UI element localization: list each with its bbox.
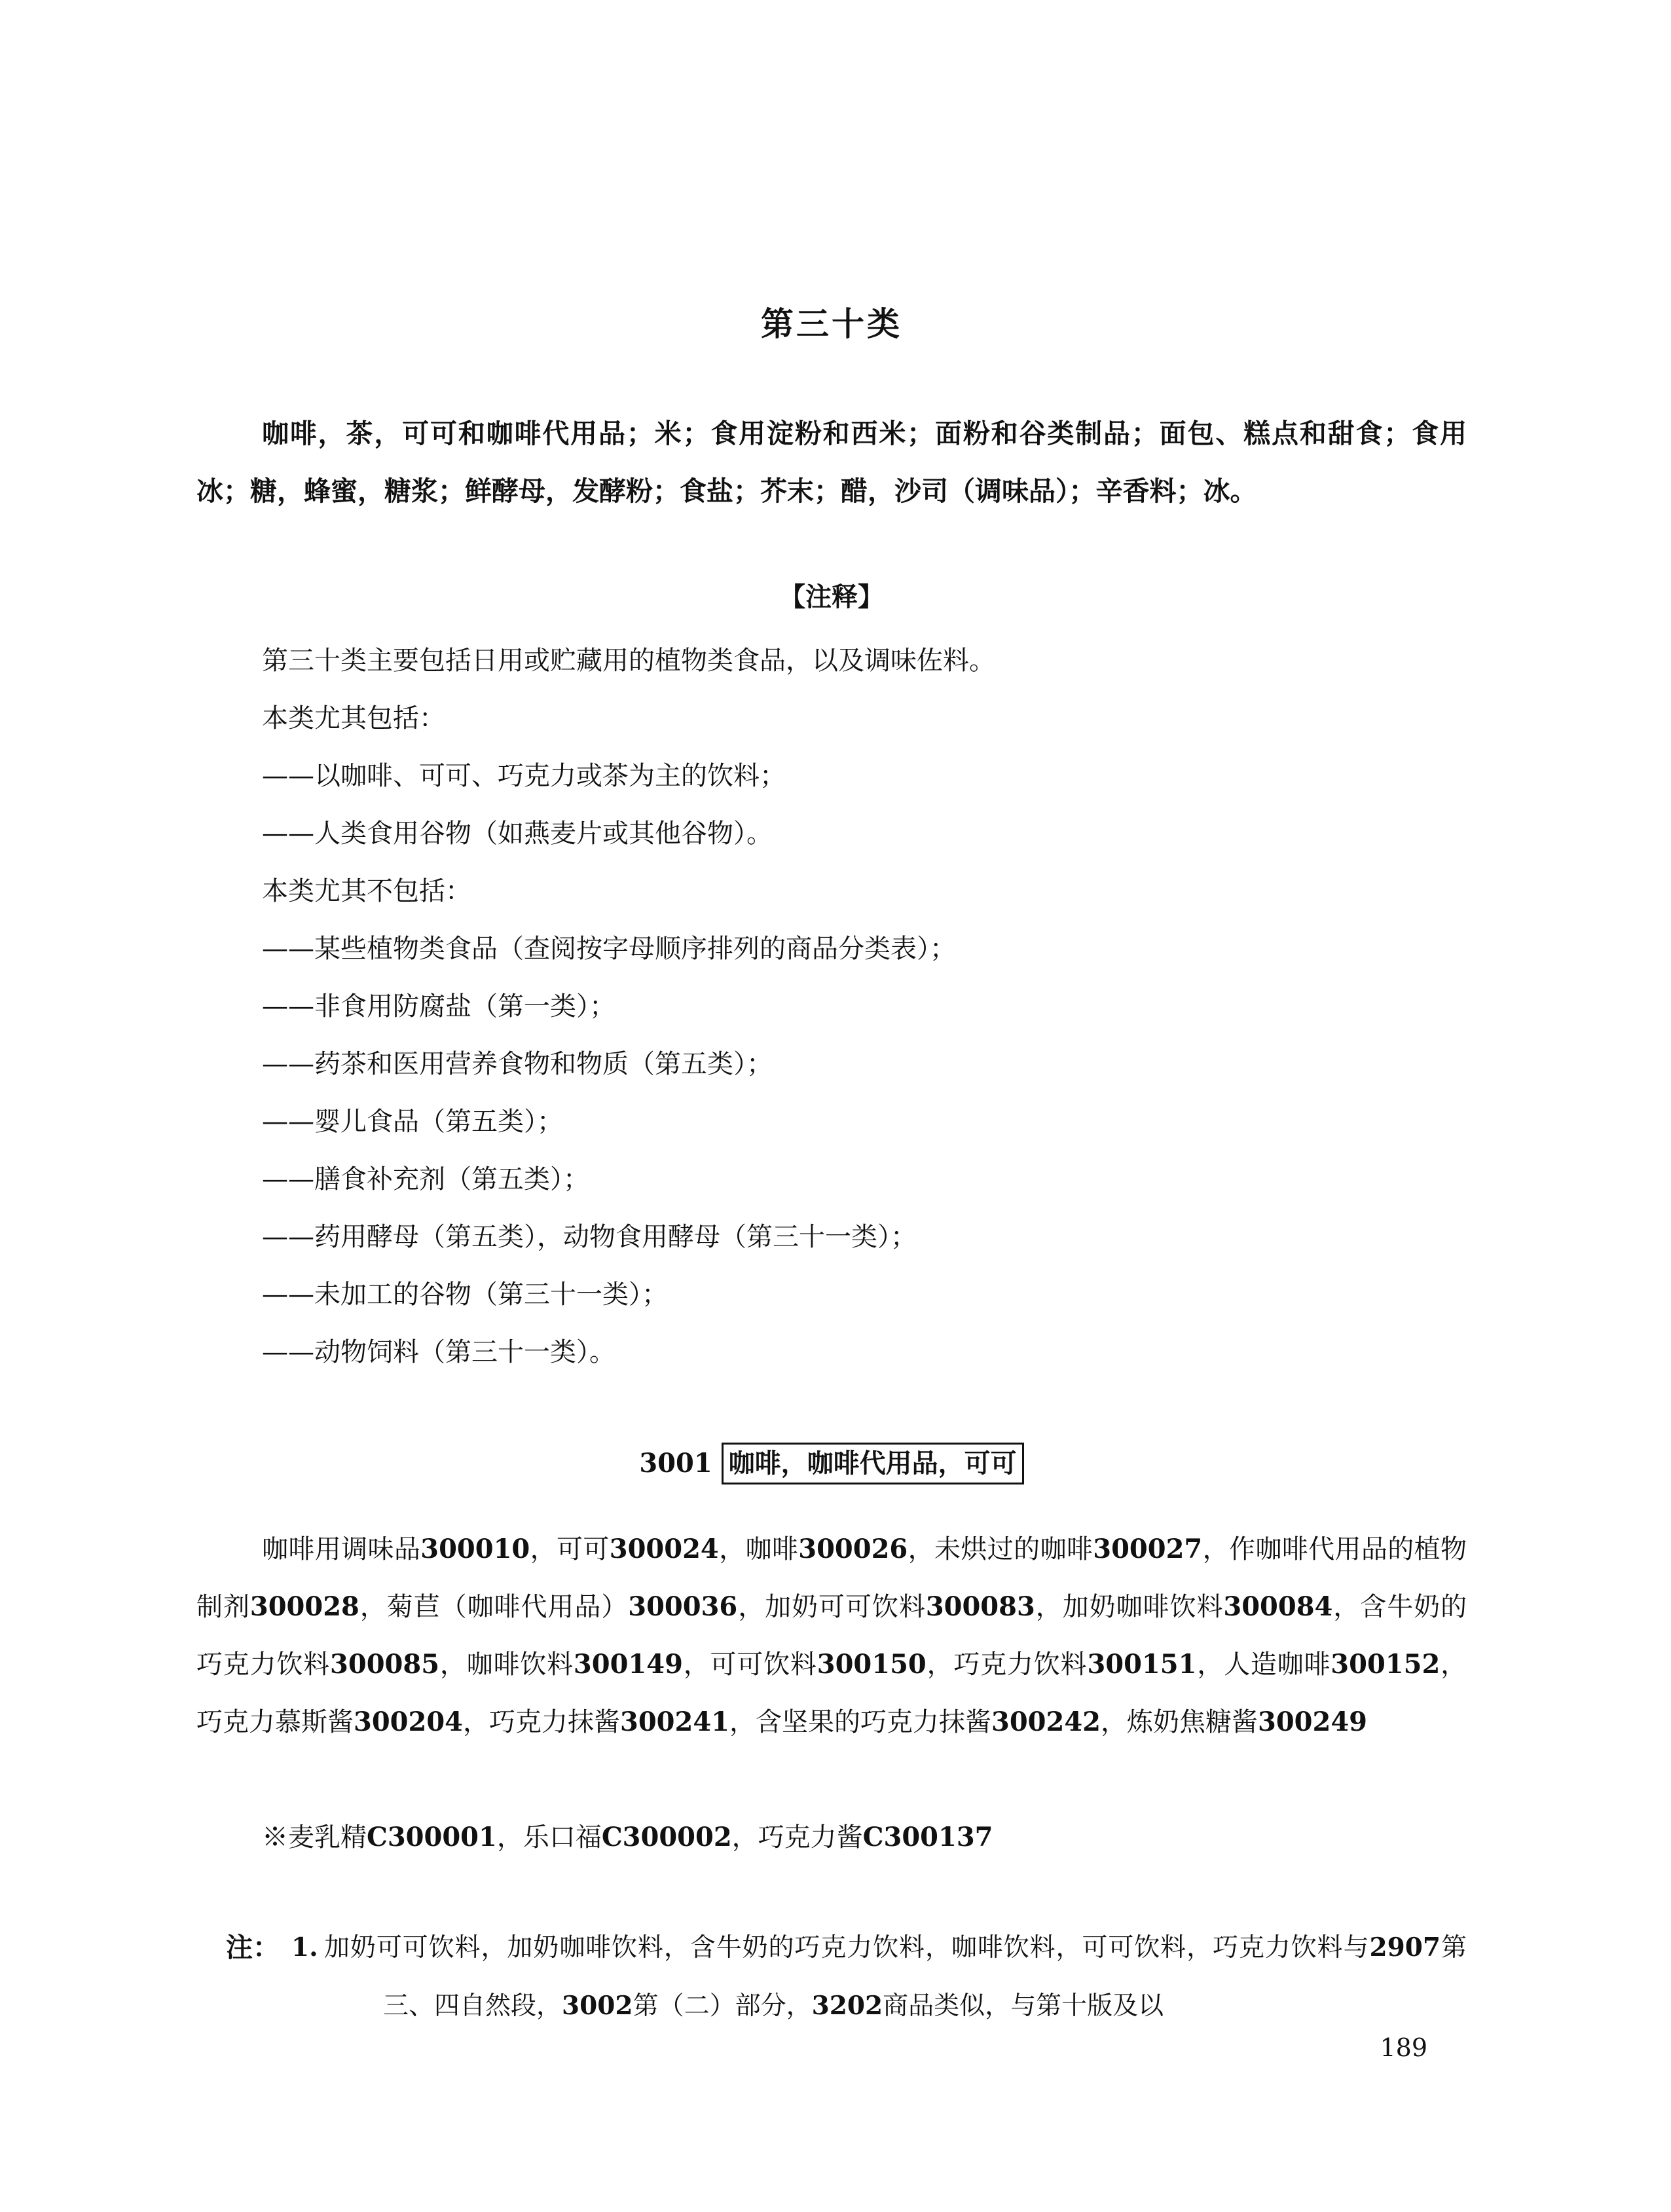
goods-item-code: 300028	[249, 1591, 359, 1622]
goods-item-code: 300027	[1093, 1534, 1203, 1564]
note-line: 本类尤其包括：	[262, 703, 445, 733]
goods-item-name: 加奶可可饮料	[765, 1592, 926, 1622]
note-line: ——药茶和医用营养食物和物质（第五类）；	[262, 1049, 773, 1079]
note-line: ——某些植物类食品（查阅按字母顺序排列的商品分类表）；	[262, 934, 956, 964]
document-page	[196, 0, 1467, 2212]
goods-item-code: 300152	[1331, 1649, 1441, 1680]
goods-item-code: 300241	[620, 1706, 729, 1737]
class-heading: 咖啡，茶，可可和咖啡代用品；米；食用淀粉和西米；面粉和谷类制品；面包、糕点和甜食；食用冰；糖，蜂蜜，糖浆；鲜酵母，发酵粉；食盐；芥末；醋，沙司（调味品）；辛香料；冰。	[196, 418, 1467, 507]
note-line: ——膳食补充剂（第五类）；	[262, 1164, 589, 1194]
goods-item-code: 300151	[1087, 1649, 1197, 1680]
group-heading	[196, 1441, 1467, 1484]
goods-list: 咖啡用调味品300010，可可300024，咖啡300026，未烘过的咖啡300027，作咖啡代用品的植物制剂300028，菊苣（咖啡代用品）300036，加奶可可饮料300083，加奶咖啡饮料300084，含牛奶的巧克力饮料300085，咖啡饮料300149，可可饮料300150，巧克力饮料300151，人造咖啡300152，巧克力慕斯酱300204，巧克力抹酱300241，含坚果的巧克力抹酱300242，炼奶焦糖酱300249	[196, 1534, 1467, 1737]
group-code: 3001	[639, 1448, 712, 1479]
goods-item-name: 可可饮料	[710, 1650, 817, 1680]
goods-item-name: 巧克力抹酱	[489, 1707, 620, 1737]
reference-mark-icon: ※	[262, 1822, 288, 1853]
goods-item-name: 炼奶焦糖酱	[1127, 1707, 1258, 1737]
goods-item-name: 加奶咖啡饮料	[1062, 1592, 1224, 1622]
goods-item-name: 未烘过的咖啡	[934, 1534, 1093, 1564]
note-line: ——非食用防腐盐（第一类）；	[262, 991, 615, 1022]
note-line: ——以咖啡、可可、巧克力或茶为主的饮料；	[262, 761, 786, 791]
goods-item-name: 可可	[557, 1534, 610, 1564]
goods-item-code: 300149	[573, 1649, 683, 1680]
goods-item-code: 300083	[925, 1591, 1035, 1622]
goods-item-code: 300242	[991, 1706, 1101, 1737]
note-text: 加奶可可饮料，加奶咖啡饮料，含牛奶的巧克力饮料，咖啡饮料，可可饮料，巧克力饮料与2907第三、四自然段，3002第（二）部分，3202商品类似，与第十版及以	[324, 1932, 1467, 2021]
goods-item-name: 咖啡	[745, 1534, 799, 1564]
note-line: ——人类食用谷物（如燕麦片或其他谷物）。	[262, 819, 773, 849]
goods-item-name: 含坚果的巧克力抹酱	[756, 1707, 991, 1737]
goods-item-code: 300150	[817, 1649, 927, 1680]
goods-item-code: 300249	[1258, 1706, 1367, 1737]
goods-item-code: C300137	[862, 1822, 993, 1853]
goods-item-name: 含牛奶的巧克力饮料	[196, 1592, 1467, 1680]
goods-item-name: 咖啡饮料	[466, 1650, 574, 1680]
note-number: 1.	[291, 1932, 318, 1963]
note-line: ——未加工的谷物（第三十一类）；	[262, 1280, 668, 1310]
goods-item-name: 人造咖啡	[1224, 1650, 1331, 1680]
goods-item-code: 300010	[420, 1534, 530, 1564]
extra-goods-list: ※麦乳精C300001，乐口福C300002，巧克力酱C300137	[262, 1822, 993, 1853]
note-lines	[262, 632, 1467, 1381]
goods-item-name: 巧克力饮料	[953, 1650, 1088, 1680]
goods-item-name: 巧克力慕斯酱	[196, 1707, 354, 1737]
group-name: 咖啡，咖啡代用品，可可	[722, 1443, 1024, 1484]
goods-item-code: 300084	[1223, 1591, 1333, 1622]
goods-item-code: 300085	[330, 1649, 440, 1680]
note-line: 本类尤其不包括：	[262, 876, 471, 906]
note-heading: 【注释】	[779, 582, 884, 612]
goods-item-code: 300036	[628, 1591, 738, 1622]
goods-item-code: C300002	[601, 1822, 732, 1853]
notes-label: 注：	[226, 1932, 280, 1963]
note-line: ——药用酵母（第五类），动物食用酵母（第三十一类）；	[262, 1222, 917, 1252]
goods-item-name: 乐口福	[523, 1822, 602, 1853]
goods-item-code: 300024	[609, 1534, 719, 1564]
note-line: 第三十类主要包括日用或贮藏用的植物类食品，以及调味佐料。	[262, 646, 995, 676]
goods-item-code: 300204	[354, 1706, 463, 1737]
note-line: ——婴儿食品（第五类）；	[262, 1107, 563, 1137]
page-number: 189	[1380, 2033, 1427, 2062]
goods-item-code: 300026	[798, 1534, 908, 1564]
goods-item-name: 作咖啡代用品的植物制剂	[196, 1534, 1467, 1622]
note-line: ——动物饲料（第三十一类）。	[262, 1337, 615, 1367]
goods-item-code: C300001	[367, 1822, 497, 1853]
goods-item-name: 咖啡用调味品	[262, 1534, 421, 1564]
goods-item-name: 巧克力酱	[758, 1822, 863, 1853]
goods-item-name: 菊苣（咖啡代用品）	[386, 1592, 629, 1622]
page-title: 第三十类	[761, 305, 902, 343]
note-item	[226, 1919, 1467, 2035]
goods-item-name: 麦乳精	[288, 1822, 367, 1853]
notes-block	[226, 1919, 1467, 2035]
